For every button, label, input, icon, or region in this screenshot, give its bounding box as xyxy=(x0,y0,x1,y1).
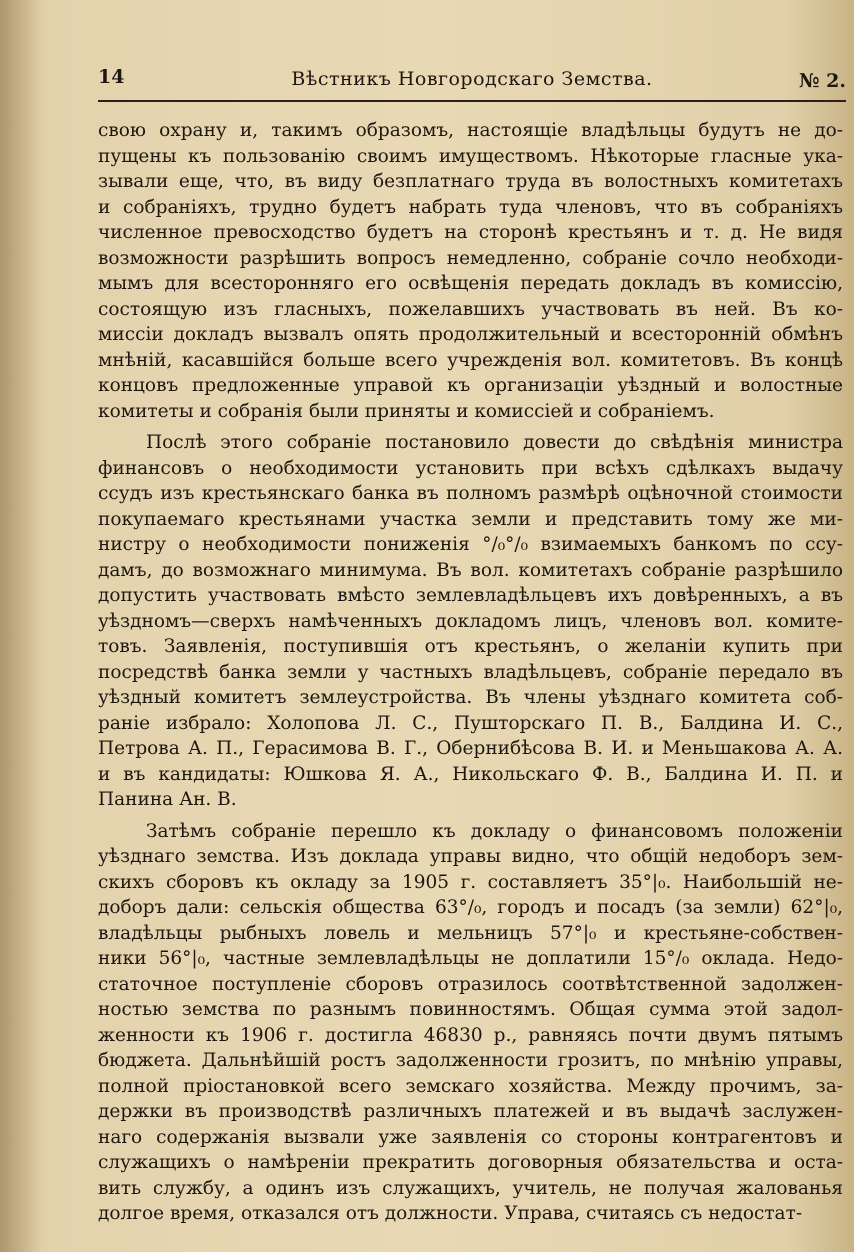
text-line: скихъ сборовъ къ окладу за 1905 г. составляетъ 35°|₀. Наибольшій не- xyxy=(98,871,843,893)
text-line: Послѣ этого собраніе постановило довести до свѣдѣнія министра xyxy=(146,432,843,453)
text-line: свою охрану и, такимъ образомъ, настоящіе владѣльцы будутъ не до- xyxy=(98,120,843,141)
text-line: комитеты и собранія были приняты и комиссіей и собраніемъ. xyxy=(98,400,715,422)
text-line: долгое время, отказался отъ должности. Управа, считаясь съ недостат- xyxy=(98,1203,803,1224)
text-line: нистру о необходимости пониженія °/₀°/₀ взимаемыхъ банкомъ по ссу- xyxy=(98,534,843,555)
binding-shadow xyxy=(0,0,40,1252)
text-line: ники 56°|₀, частные землевладѣльцы не доплатили 15°/₀ оклада. Недо- xyxy=(98,948,843,969)
text-line: и собраніяхъ, трудно будетъ набрать туда членовъ, что въ собраніяхъ xyxy=(98,196,843,218)
text-line: товъ. Заявленія, поступившія отъ крестьянъ, о желаніи купить при xyxy=(98,636,843,657)
text-line: численное превосходство будетъ на сторонѣ крестьянъ и т. д. Не видя xyxy=(98,222,843,243)
text-line: доборъ дали: сельскія общества 63°/₀, городъ и посадъ (за земли) 62°|₀, xyxy=(98,897,843,918)
text-line: Панина Ан. В. xyxy=(98,789,237,810)
text-line: уѣздный комитетъ землеустройства. Въ члены уѣзднаго комитета соб- xyxy=(98,687,843,708)
text-line: Затѣмъ собраніе перешло къ докладу о финансовомъ положеніи xyxy=(146,820,843,842)
text-line: посредствѣ банка земли у частныхъ владѣльцевъ, собраніе передало въ xyxy=(98,661,843,683)
text-line: бюджета. Дальнѣйшій ростъ задолженности грозитъ, по мнѣнію управы, xyxy=(98,1050,843,1071)
text-line: статочное поступленіе сборовъ отразилось соотвѣтственной задолжен- xyxy=(98,973,843,995)
text-line: дамъ, до возможнаго минимума. Въ вол. комитетахъ собраніе разрѣшило xyxy=(98,559,843,581)
paragraph xyxy=(98,430,843,813)
text-line: мнѣній, касавшійся больше всего учрежденія вол. комитетовъ. Въ концѣ xyxy=(98,349,843,371)
text-line: покупаемаго крестьянами участка земли и представить тому же ми- xyxy=(98,508,843,530)
text-line: миссіи докладъ вызвалъ опять продолжительный и всесторонній обмѣнъ xyxy=(98,324,843,345)
text-line: уѣздномъ—сверхъ намѣченныхъ докладомъ лицъ, членовъ вол. комите- xyxy=(98,610,843,632)
text-line: финансовъ о необходимости установить при всѣхъ сдѣлкахъ выдачу xyxy=(98,457,843,479)
text-line: женности къ 1906 г. достигла 46830 р., равняясь почти двумъ пятымъ xyxy=(98,1024,843,1046)
text-line: и въ кандидаты: Юшкова Я. А., Никольскаго Ф. В., Балдина И. П. и xyxy=(98,763,843,785)
text-line: допустить участвовать вмѣсто землевладѣльцевъ ихъ довѣренныхъ, а въ xyxy=(98,585,843,606)
paragraph xyxy=(98,118,843,424)
text-line: вить службу, а одинъ изъ служащихъ, учитель, не получая жалованья xyxy=(98,1177,843,1199)
text-line: состоящую изъ гласныхъ, пожелавшихъ участвовать въ ней. Въ ко- xyxy=(98,298,843,320)
text-line: наго содержанія вызвали уже заявленія со стороны контрагентовъ и xyxy=(98,1126,843,1148)
issue-number: № 2. xyxy=(798,70,846,92)
text-line: служащихъ о намѣреніи прекратить договорныя обязательства и оста- xyxy=(98,1152,843,1173)
journal-title: Вѣстникъ Новгородскаго Земства. xyxy=(291,68,653,90)
text-line: ностью земства по разнымъ повинностямъ. Общая сумма этой задол- xyxy=(98,999,843,1020)
page-number: 14 xyxy=(98,66,125,88)
text-line: Петрова А. П., Герасимова В. Г., Обернибѣсова В. И. и Меньшакова А. А. xyxy=(98,738,843,759)
text-line: ссудъ изъ крестьянскаго банка въ полномъ размѣрѣ оцѣночной стоимости xyxy=(98,483,843,504)
text-line: зывали еще, что, въ виду безплатнаго труда въ волостныхъ комитетахъ xyxy=(98,171,843,192)
text-line: уѣзднаго земства. Изъ доклада управы видно, что общій недоборъ зем- xyxy=(98,846,843,867)
article-body xyxy=(98,118,843,1227)
text-line: владѣльцы рыбныхъ ловель и мельницъ 57°|₀ и крестьяне-собствен- xyxy=(98,922,843,944)
text-line: раніе избрало: Холопова Л. С., Пушторскаго П. В., Балдина И. С., xyxy=(98,712,843,734)
text-line: пущены къ пользованію своимъ имуществомъ. Нѣкоторые гласные ука- xyxy=(98,145,843,167)
text-line: полной пріостановкой всего земскаго хозяйства. Между прочимъ, за- xyxy=(98,1075,843,1097)
text-line: мымъ для всесторонняго его освѣщенія передать докладъ въ комиссію, xyxy=(98,273,843,294)
paragraph xyxy=(98,819,843,1227)
text-line: держки въ производствѣ различныхъ платежей и въ выдачѣ заслужен- xyxy=(98,1101,843,1122)
running-header xyxy=(98,66,846,102)
text-line: возможности разрѣшить вопросъ немедленно, собраніе сочло необходи- xyxy=(98,247,843,269)
text-line: концовъ предложенные управой къ организаціи уѣздный и волостные xyxy=(98,375,843,396)
